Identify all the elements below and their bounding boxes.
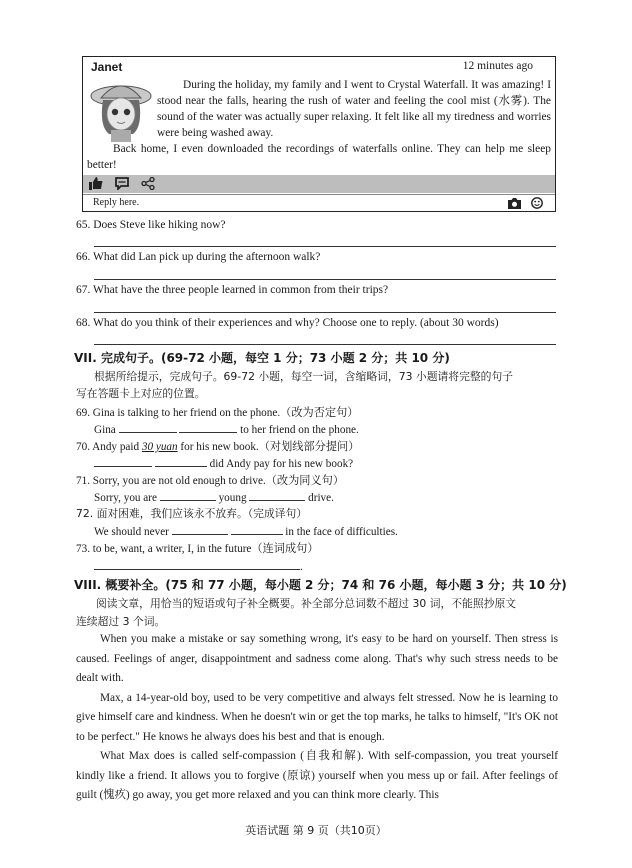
section-7-heading: VII. 完成句子。(69-72 小题，每空 1 分；73 小题 2 分；共 10 分) bbox=[74, 351, 450, 365]
item-70-answer bbox=[94, 455, 353, 470]
item-72-prompt: 72. 面对困难，我们应该永不放弃。（完成译句） bbox=[76, 507, 308, 520]
section-7-instruction-2: 写在答题卡上对应的位置。 bbox=[76, 387, 206, 400]
share-icon[interactable] bbox=[141, 177, 155, 190]
item-72-pre: We should never bbox=[94, 526, 169, 538]
item-70-post: for his new book.（对划线部分提问） bbox=[180, 441, 360, 453]
blank-70-2[interactable] bbox=[155, 455, 207, 467]
post-action-bar bbox=[83, 175, 555, 193]
blank-72-2[interactable] bbox=[231, 523, 283, 535]
item-71-answer bbox=[94, 489, 334, 504]
item-70-prompt bbox=[76, 438, 359, 454]
question-68: 68. What do you think of their experiences and why? Choose one to reply. (about 30 words) bbox=[76, 317, 499, 329]
item-70-underlined: 30 yuan bbox=[141, 441, 178, 453]
answer-line-66[interactable] bbox=[94, 279, 556, 280]
post-paragraph-2: Back home, I even downloaded the recordings of waterfalls online. They can help me sleep better! bbox=[87, 143, 551, 171]
blank-71-1[interactable] bbox=[160, 489, 216, 501]
section-8-instruction-1: 阅读文章，用恰当的短语或句子补全概要。补全部分总词数不超过 30 词，不能照抄原文 bbox=[96, 597, 517, 610]
item-71-pre: Sorry, you are bbox=[94, 492, 157, 504]
item-70-pre: 70. Andy paid bbox=[76, 441, 140, 453]
blank-71-2[interactable] bbox=[249, 489, 305, 501]
item-71-mid: young bbox=[218, 492, 247, 504]
item-69-answer bbox=[94, 421, 359, 436]
question-65: 65. Does Steve like hiking now? bbox=[76, 219, 226, 231]
blank-73[interactable] bbox=[94, 558, 300, 570]
answer-line-68[interactable] bbox=[94, 344, 556, 345]
comment-icon[interactable] bbox=[115, 177, 129, 190]
item-71-post: drive. bbox=[308, 492, 334, 504]
item-72-post: in the face of difficulties. bbox=[285, 526, 398, 538]
question-67: 67. What have the three people learned in common from their trips? bbox=[76, 284, 389, 296]
section-7-instruction-1: 根据所给提示，完成句子。69-72 小题，每空一词，含缩略词，73 小题请将完整的句子 bbox=[94, 370, 514, 383]
passage-paragraph-2: Max, a 14-year-old boy, used to be very competitive and always felt stressed. Now he is learning to give himself care and kindness. When he doesn't win or get the top marks, he talks to himself, "It's OK not to be perfect." He knows he always does his best and that is enough. bbox=[76, 691, 558, 743]
question-66: 66. What did Lan pick up during the afternoon walk? bbox=[76, 251, 321, 263]
item-73-prompt: 73. to be, want, a writer, I, in the future（连词成句） bbox=[76, 543, 319, 555]
thumbs-up-icon[interactable] bbox=[89, 177, 103, 190]
passage-paragraph-1: When you make a mistake or say something wrong, it's easy to be hard on yourself. Then stress is caused. Feelings of anger, disappointment and sadness come along. That's why such stress needs to be dealt with. bbox=[76, 633, 558, 684]
blank-72-1[interactable] bbox=[172, 523, 228, 535]
social-post bbox=[82, 56, 556, 212]
item-69-post: to her friend on the phone. bbox=[240, 424, 359, 436]
passage bbox=[76, 630, 558, 806]
answer-line-67[interactable] bbox=[94, 312, 556, 313]
item-73-answer bbox=[94, 558, 303, 573]
item-69-prompt: 69. Gina is talking to her friend on the phone.（改为否定句） bbox=[76, 407, 359, 419]
reply-placeholder: Reply here. bbox=[93, 197, 140, 208]
post-author: Janet bbox=[91, 60, 123, 74]
camera-icon[interactable] bbox=[508, 198, 521, 209]
blank-69-2[interactable] bbox=[179, 421, 237, 433]
item-73-period: . bbox=[300, 561, 303, 573]
item-71-prompt: 71. Sorry, you are not old enough to drive.（改为同义句） bbox=[76, 475, 345, 487]
section-8-instruction-2: 连续超过 3 个词。 bbox=[76, 615, 166, 628]
page-footer: 英语试题 第 9 页（共10页） bbox=[245, 824, 387, 837]
blank-70-1[interactable] bbox=[94, 455, 152, 467]
passage-paragraph-3: What Max does is called self-compassion (自我和解). With self-compassion, you treat yourself kindly like a friend. It allows you to forgive (原谅) yourself when you mess up or fail. After feelings of guilt (愧疚) go away, you get more relaxed and you can think more clearly. This bbox=[76, 750, 558, 801]
reply-field[interactable] bbox=[83, 194, 555, 212]
answer-line-65[interactable] bbox=[94, 246, 556, 247]
blank-69-1[interactable] bbox=[119, 421, 177, 433]
post-body bbox=[87, 77, 551, 173]
item-70-answer-post: did Andy pay for his new book? bbox=[209, 458, 354, 470]
item-69-pre: Gina bbox=[94, 424, 116, 436]
post-time: 12 minutes ago bbox=[462, 60, 533, 72]
section-8-heading: VIII. 概要补全。(75 和 77 小题，每小题 2 分；74 和 76 小题，每小题 3 分；共 10 分) bbox=[74, 578, 567, 592]
post-paragraph-1: During the holiday, my family and I went to Crystal Waterfall. It was amazing! I stood near the falls, hearing the rush of water and feeling the cool mist (水雾). The sound of the water was actually super relaxing. It felt like all my tiredness and worries were being washed away. bbox=[157, 79, 551, 139]
item-72-answer bbox=[94, 523, 398, 538]
emoji-icon[interactable] bbox=[531, 197, 543, 209]
